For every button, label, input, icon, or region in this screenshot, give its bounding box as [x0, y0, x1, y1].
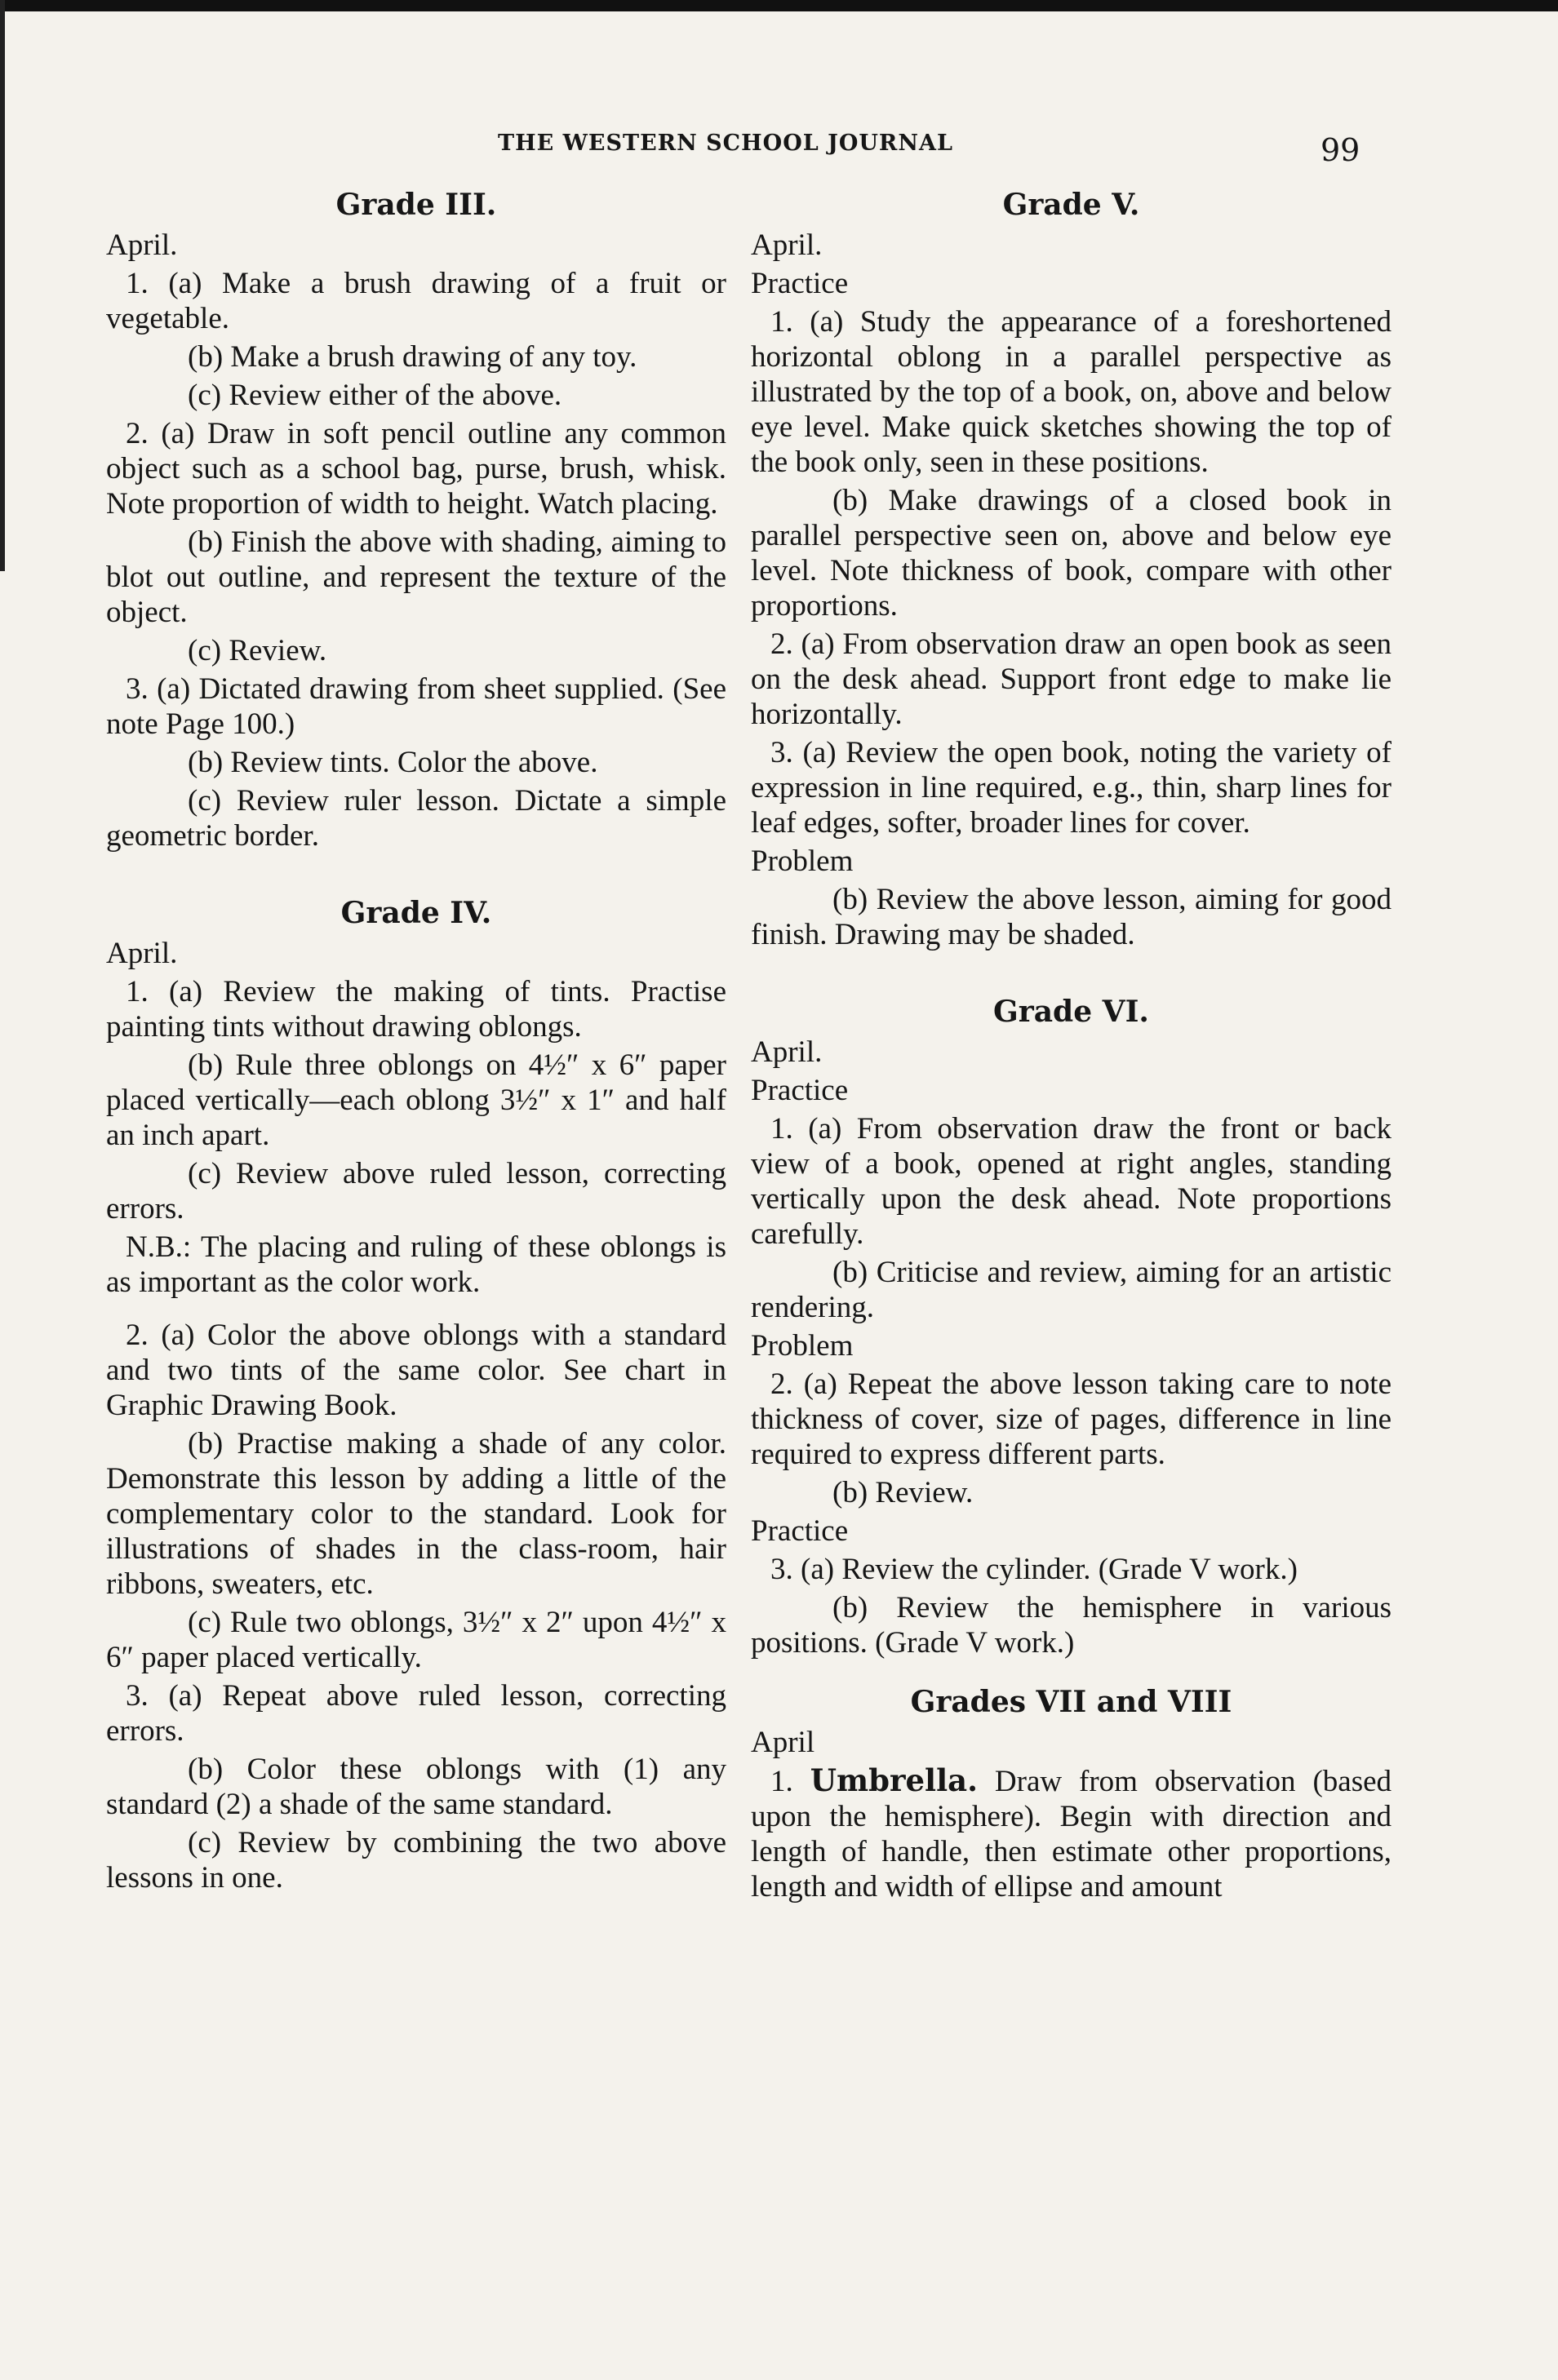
grade-5-problem-label: Problem	[751, 844, 854, 878]
grade-5-month: April.	[751, 228, 823, 262]
left-column	[106, 181, 726, 1899]
grade-5-item: (b) Make drawings of a closed book in parallel perspective seen on, above and below eye level. Note thickness of book, compare with other proportions.	[751, 484, 1392, 623]
grade-3-item: (c) Review ruler lesson. Dictate a simple geometric border.	[106, 784, 726, 853]
grade-6-item: (b) Review the hemisphere in various positions. (Grade V work.)	[751, 1591, 1392, 1660]
right-column	[751, 181, 1392, 1908]
grade-3-item: (c) Review.	[188, 634, 327, 667]
grade-7-8-heading: Grades VII and VIII	[910, 1685, 1232, 1719]
spacer	[751, 955, 1392, 988]
grade-3-item: (b) Finish the above with shading, aiming to blot out outline, and represent the texture of the object.	[106, 525, 726, 629]
grade-4-note: N.B.: The placing and ruling of these oblongs is as important as the color work.	[106, 1230, 726, 1299]
grade-6-item: (b) Criticise and review, aiming for an artistic rendering.	[751, 1256, 1392, 1324]
grade-7-8-month: April	[751, 1726, 815, 1759]
grade-4-item: (b) Practise making a shade of any color. Demonstrate this lesson by adding a little of the complementary color to the standard. Look for illustrations of shades in the class-room, hair ribbons, sweaters, etc.	[106, 1427, 726, 1601]
grade-4-month: April.	[106, 937, 178, 970]
grade-5-heading: Grade V.	[1002, 188, 1140, 222]
spacer	[106, 857, 726, 889]
grade-4-heading: Grade IV.	[340, 896, 492, 930]
grade-6-item: 2. (a) Repeat the above lesson taking care to note thickness of cover, size of pages, difference in line required to express different parts.	[751, 1367, 1392, 1471]
grade-4-item: 1. (a) Review the making of tints. Practise painting tints without drawing oblongs.	[106, 975, 726, 1044]
grade-6-month: April.	[751, 1035, 823, 1069]
page-edge-top	[0, 0, 1558, 11]
grade-5-item: 2. (a) From observation draw an open book as seen on the desk ahead. Support front edge to make lie horizontally.	[751, 627, 1392, 731]
grade-3-month: April.	[106, 228, 178, 262]
page-edge-left	[0, 0, 5, 571]
grade-5-item: 1. (a) Study the appearance of a foreshortened horizontal oblong in a parallel perspective as illustrated by the top of a book, on, above and below eye level. Make quick sketches showing the top of the book only, seen in these positions.	[751, 305, 1392, 479]
grade-7-8-item	[751, 1763, 1392, 1904]
grade-3-item: 2. (a) Draw in soft pencil outline any common object such as a school bag, purse, brush, whisk. Note proportion of width to height. Watch placing.	[106, 417, 726, 521]
grade-3-item: 1. (a) Make a brush drawing of a fruit or vegetable.	[106, 267, 726, 335]
grade-3-item: (c) Review either of the above.	[188, 379, 562, 412]
grade-6-item: (b) Review.	[832, 1476, 974, 1509]
grade-5-item: 3. (a) Review the open book, noting the variety of expression in line required, e.g., thin, sharp lines for leaf edges, softer, broader lines for cover.	[751, 736, 1392, 840]
grade-4-item: (c) Rule two oblongs, 3½″ x 2″ upon 4½″ x 6″ paper placed vertically.	[106, 1606, 726, 1674]
grade-6-item: 1. (a) From observation draw the front or back view of a book, opened at right angles, standing vertically upon the desk ahead. Note proportions carefully.	[751, 1112, 1392, 1251]
grade-5-problem-item: (b) Review the above lesson, aiming for good finish. Drawing may be shaded.	[751, 883, 1392, 951]
item-number: 1.	[770, 1765, 793, 1798]
grade-6-item: 3. (a) Review the cylinder. (Grade V work.)	[770, 1553, 1298, 1586]
grade-6-practice-label: Practice	[751, 1074, 849, 1107]
grade-4-item: 3. (a) Repeat above ruled lesson, correcting errors.	[106, 1679, 726, 1748]
grade-6-problem-label: Problem	[751, 1329, 854, 1363]
grade-3-item: (b) Review tints. Color the above.	[188, 746, 598, 779]
page-number: 99	[1321, 132, 1360, 168]
grade-6-heading: Grade VI.	[993, 995, 1149, 1029]
grade-3-item: (b) Make a brush drawing of any toy.	[188, 340, 637, 374]
grade-4-item: (c) Review above ruled lesson, correcting errors.	[106, 1157, 726, 1225]
umbrella-term: Umbrella.	[810, 1762, 978, 1798]
spacer	[106, 1303, 726, 1318]
spacer	[751, 1664, 1392, 1678]
grade-4-item: (b) Rule three oblongs on 4½″ x 6″ paper placed vertically—each oblong 3½″ x 1″ and half an inch apart.	[106, 1048, 726, 1152]
grade-4-item: (b) Color these oblongs with (1) any standard (2) a shade of the same standard.	[106, 1753, 726, 1821]
grade-4-item: (c) Review by combining the two above lessons in one.	[106, 1826, 726, 1895]
item-text: Draw from observation (based upon the hemisphere). Begin with direction and length of handle, then estimate other proportions, length and width of ellipse and amount	[751, 1765, 1392, 1904]
running-head: THE WESTERN SCHOOL JOURNAL	[498, 131, 953, 156]
grade-3-item: 3. (a) Dictated drawing from sheet supplied. (See note Page 100.)	[106, 672, 726, 741]
grade-3-heading: Grade III.	[335, 188, 497, 222]
grade-6-practice-label: Practice	[751, 1514, 849, 1548]
grade-5-practice-label: Practice	[751, 267, 849, 300]
grade-4-item: 2. (a) Color the above oblongs with a standard and two tints of the same color. See chart in Graphic Drawing Book.	[106, 1319, 726, 1422]
